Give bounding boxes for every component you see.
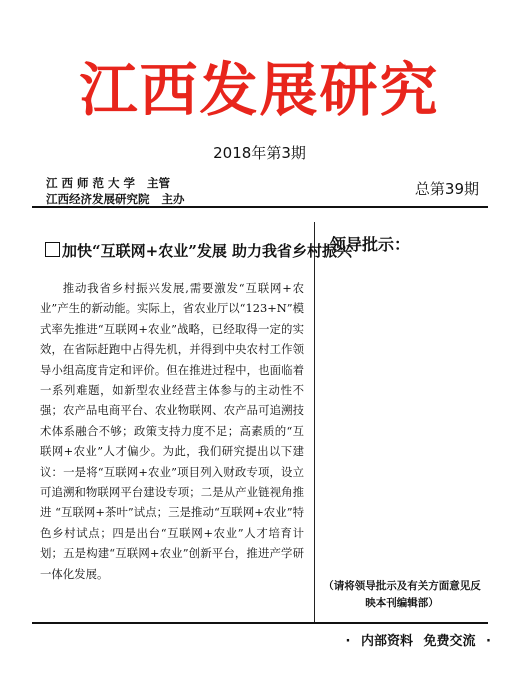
checkbox-icon xyxy=(45,242,60,257)
bottom-rule xyxy=(32,622,488,624)
headline-text: 加快“互联网+农业”发展 助力我省乡村振兴 xyxy=(62,242,353,260)
organizer-line-1: 江 西 师 范 大 学 主管 xyxy=(46,176,171,190)
footer-label: · 内部资料 免费交流 · xyxy=(345,634,491,649)
total-issue: 总第39期 xyxy=(414,180,479,198)
article-body: 推动我省乡村振兴发展,需要激发“互联网+农业”产生的新动能。实际上，省农业厅以“123+N”模式率先推进“互联网+农业”战略，已经取得一定的实效，在省际赶跑中占得先机，并得到中央农村工作领导小组高度肯定和评价。但在推进过程中，也面临着一系列难题，如新型农业经营主体参与的主动性不强；农产品电商平台、农业物联网、农产品可追溯技术体系融合不够；政策支持力度不足；高素质的“互联网+农业”人才偏少。为此，我们研究提出以下建议：一是将“互联网+农业”项目列入财政专项，设立可追溯和物联网平台建设专项；二是从产业链视角推进 “互联网+茶叶”试点；三是推动“互联网+农业”特色乡村试点；四是出台“互联网+农业”人才培育计划；五是构建“互联网+农业”创新平台，推进产学研一体化发展。 xyxy=(40,281,304,581)
leader-instruction-title: 领导批示： xyxy=(330,235,411,254)
organizer-line-2: 江西经济发展研究院 主办 xyxy=(46,192,185,206)
organizer-block xyxy=(46,175,185,207)
journal-masthead: 江西发展研究 xyxy=(79,56,440,124)
column-divider xyxy=(314,222,315,624)
article-headline xyxy=(45,240,352,261)
top-rule xyxy=(32,206,488,208)
issue-number: 2018年第3期 xyxy=(213,144,306,162)
instruction-note: （请将领导批示及有关方面意见反映本刊编辑部） xyxy=(323,580,481,609)
